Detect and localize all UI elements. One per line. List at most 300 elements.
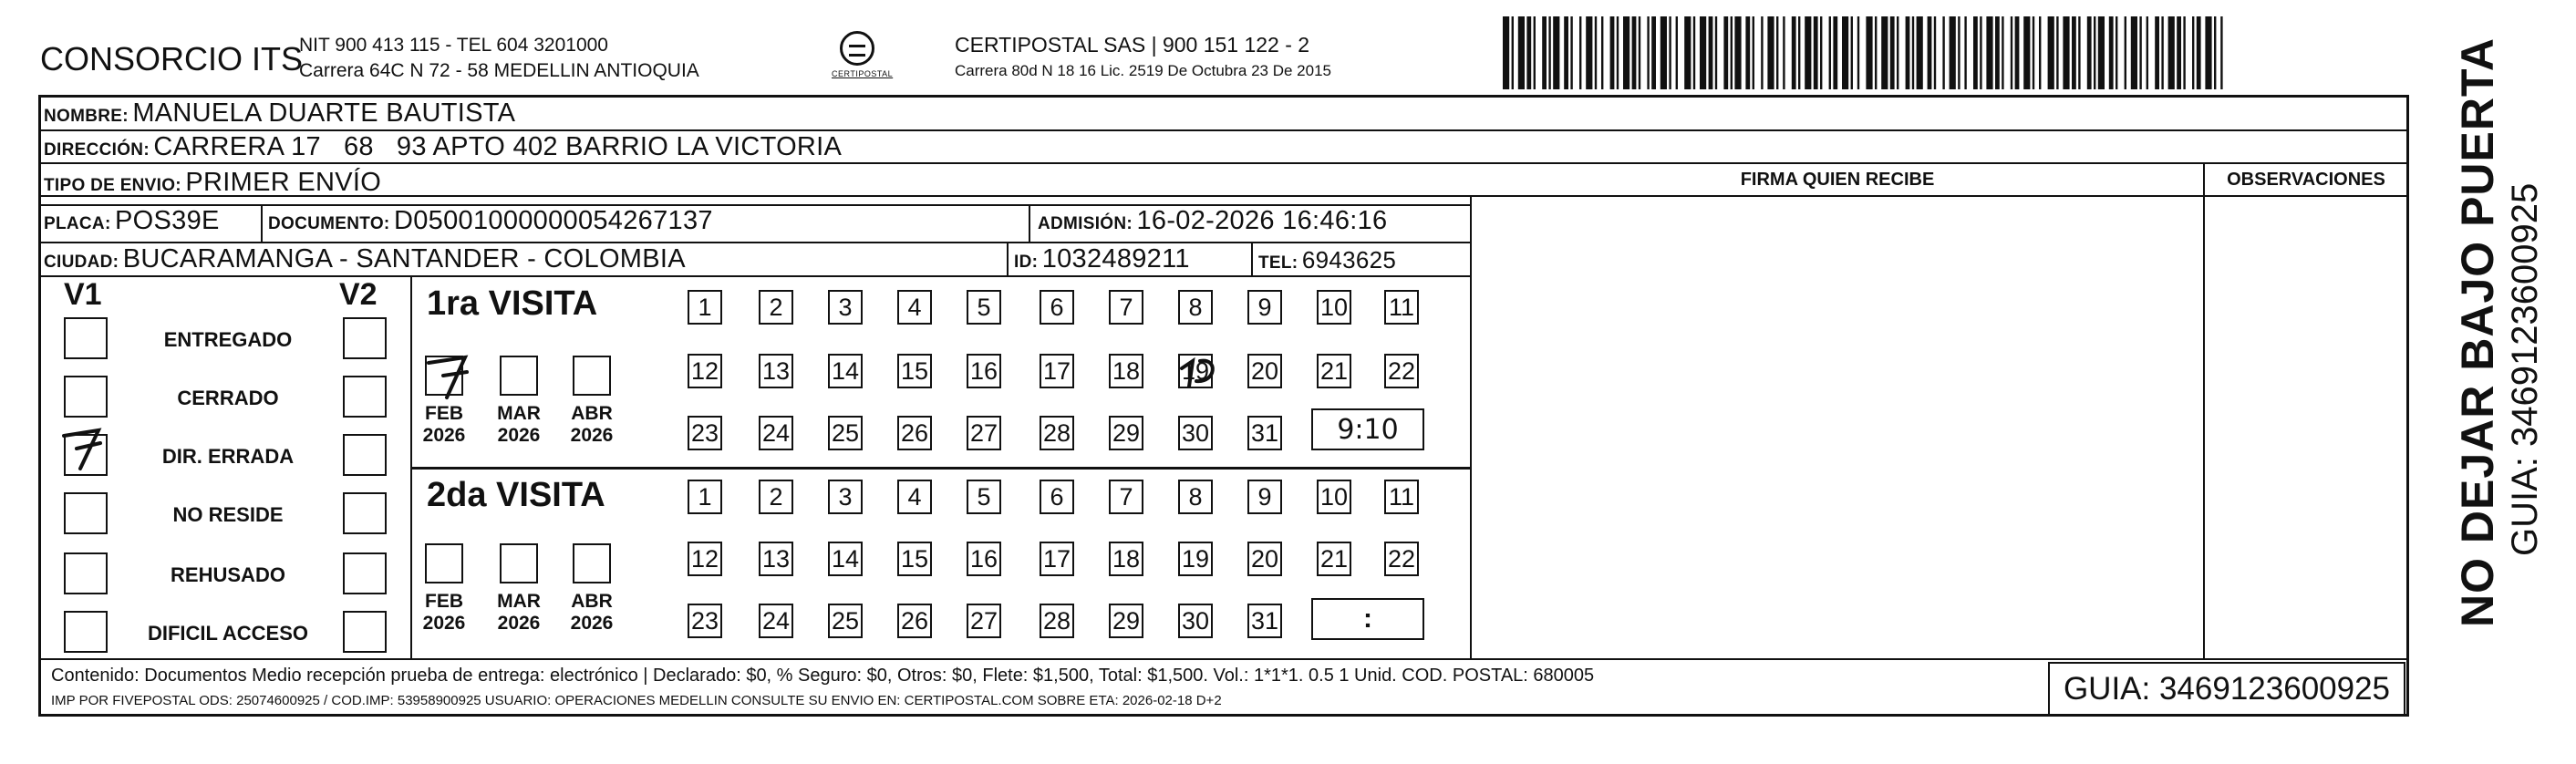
barcode-bar bbox=[1906, 16, 1910, 89]
visit2-day-box[interactable] bbox=[828, 604, 863, 638]
visit2-day-number: 31 bbox=[1250, 606, 1279, 635]
logo-text: CERTIPOSTAL bbox=[832, 69, 894, 78]
v2-checkbox[interactable] bbox=[343, 552, 387, 594]
visit1-day-number: 9 bbox=[1257, 293, 1272, 321]
barcode-bar bbox=[1617, 16, 1619, 89]
visit1-day-box[interactable] bbox=[1178, 354, 1213, 388]
visit1-day-box[interactable] bbox=[1384, 354, 1419, 388]
barcode-bar bbox=[1676, 16, 1678, 89]
visit2-day-box[interactable] bbox=[1178, 480, 1213, 514]
ciudad-label: CIUDAD: bbox=[44, 253, 119, 272]
visit2-day-number: 28 bbox=[1042, 606, 1071, 635]
visit2-day-box[interactable] bbox=[1317, 542, 1351, 576]
row-divider bbox=[38, 129, 2409, 131]
barcode-bar bbox=[1792, 16, 1796, 89]
visit1-day-box[interactable] bbox=[1247, 416, 1282, 450]
barcode-bar bbox=[2056, 16, 2058, 89]
visit1-year-label: 2026 bbox=[422, 425, 466, 446]
placa-value: POS39E bbox=[115, 206, 220, 235]
visit2-day-box[interactable] bbox=[967, 604, 1001, 638]
row-divider bbox=[38, 242, 1470, 243]
barcode-bar bbox=[2063, 16, 2069, 89]
barcode-bar bbox=[2177, 16, 2181, 89]
visit1-day-box[interactable] bbox=[1178, 416, 1213, 450]
visit1-day-box[interactable] bbox=[688, 290, 722, 325]
visit2-month-label: FEB bbox=[425, 591, 463, 612]
visit1-day-number: 13 bbox=[761, 356, 791, 385]
row-divider bbox=[38, 162, 2409, 164]
visit1-day-box[interactable] bbox=[828, 416, 863, 450]
visit1-day-number: 25 bbox=[831, 418, 860, 447]
visit2-day-number: 20 bbox=[1250, 544, 1279, 573]
visit1-day-box[interactable] bbox=[967, 416, 1001, 450]
visit1-day-number: 22 bbox=[1387, 356, 1416, 385]
barcode-bar bbox=[1958, 16, 1960, 89]
visit2-year-label: 2026 bbox=[497, 613, 541, 634]
barcode-bar bbox=[1897, 16, 1898, 89]
visit2-day-box[interactable] bbox=[1178, 604, 1213, 638]
barcode-bar bbox=[1564, 16, 1568, 89]
visit2-day-box[interactable] bbox=[1109, 542, 1143, 576]
visit2-day-number: 26 bbox=[900, 606, 929, 635]
visit2-day-box[interactable] bbox=[759, 604, 793, 638]
id-cell bbox=[1014, 244, 1190, 274]
visit1-day-box[interactable] bbox=[759, 354, 793, 388]
barcode-bar bbox=[2168, 16, 2175, 89]
visit1-day-box[interactable] bbox=[759, 290, 793, 325]
barcode-bar bbox=[1548, 16, 1550, 89]
barcode-bar bbox=[2015, 16, 2020, 89]
barcode-bar bbox=[1700, 16, 1706, 89]
v1-checkbox[interactable] bbox=[64, 317, 108, 359]
visit1-day-number: 29 bbox=[1112, 418, 1141, 447]
placa-cell bbox=[44, 206, 220, 236]
barcode-bar bbox=[1820, 16, 1822, 89]
visit2-month-checkbox[interactable] bbox=[573, 543, 611, 583]
status-label: NO RESIDE bbox=[172, 503, 284, 526]
visit2-day-box[interactable] bbox=[1109, 604, 1143, 638]
visit1-day-number: 4 bbox=[907, 293, 922, 321]
barcode-bar bbox=[1595, 16, 1597, 89]
visit1-day-box[interactable] bbox=[1109, 290, 1143, 325]
barcode-bar bbox=[2033, 16, 2034, 89]
cell-divider bbox=[1029, 204, 1030, 242]
barcode-bar bbox=[2131, 16, 2137, 89]
barcode-bar bbox=[1534, 16, 1536, 89]
barcode-bar bbox=[2183, 16, 2185, 89]
visit1-day-box[interactable] bbox=[1317, 354, 1351, 388]
v1-checkbox[interactable] bbox=[64, 611, 108, 653]
visit1-day-number: 19 bbox=[1181, 356, 1210, 385]
nombre-row bbox=[44, 98, 515, 129]
barcode-bar bbox=[2116, 16, 2117, 89]
visit1-day-number: 3 bbox=[838, 293, 853, 321]
visit2-day-box[interactable] bbox=[688, 604, 722, 638]
barcode-bar bbox=[1651, 16, 1656, 89]
visit2-day-number: 3 bbox=[838, 482, 853, 511]
visit1-day-box[interactable] bbox=[828, 354, 863, 388]
tel-label: TEL: bbox=[1258, 253, 1298, 273]
visit2-year-label: 2026 bbox=[570, 613, 614, 634]
barcode-bar bbox=[1851, 16, 1853, 89]
visit2-day-number: 5 bbox=[977, 482, 991, 511]
admision-label: ADMISIÓN: bbox=[1038, 214, 1133, 233]
visit2-day-box[interactable] bbox=[688, 542, 722, 576]
visit1-title: 1ra VISITA bbox=[427, 284, 598, 323]
documento-label: DOCUMENTO: bbox=[268, 214, 390, 233]
visit2-day-number: 13 bbox=[761, 544, 791, 573]
barcode-bar bbox=[1669, 16, 1671, 89]
barcode-bar bbox=[1512, 16, 1514, 89]
visit2-time: : bbox=[1363, 604, 1372, 634]
row-divider bbox=[38, 195, 2409, 197]
visit1-day-box[interactable] bbox=[1247, 354, 1282, 388]
barcode-bar bbox=[1980, 16, 1981, 89]
v1-checkbox[interactable] bbox=[64, 376, 108, 418]
visit1-day-number: 5 bbox=[977, 293, 991, 321]
visit1-month-label: FEB bbox=[425, 403, 463, 424]
visit2-day-number: 18 bbox=[1112, 544, 1141, 573]
ciudad-value: BUCARAMANGA - SANTANDER - COLOMBIA bbox=[122, 244, 686, 274]
barcode-bar bbox=[1776, 16, 1778, 89]
visit2-day-box[interactable] bbox=[1109, 480, 1143, 514]
side-guia: GUIA: 3469123600925 bbox=[2505, 182, 2545, 556]
admision-cell bbox=[1038, 206, 1387, 236]
col-divider bbox=[1470, 195, 1472, 658]
visit1-day-number: 28 bbox=[1042, 418, 1071, 447]
visit2-day-number: 1 bbox=[698, 482, 712, 511]
v1-checkbox[interactable] bbox=[64, 552, 108, 594]
col-divider bbox=[2203, 162, 2205, 658]
barcode-bar bbox=[1805, 16, 1811, 89]
barcode-bar bbox=[2039, 16, 2041, 89]
barcode-bar bbox=[2139, 16, 2141, 89]
barcode-bar bbox=[2214, 16, 2216, 89]
visit1-day-box[interactable] bbox=[828, 290, 863, 325]
barcode-bar bbox=[1995, 16, 2000, 89]
ciudad-cell bbox=[44, 244, 686, 274]
visit1-day-box[interactable] bbox=[1247, 290, 1282, 325]
barcode-bar bbox=[1942, 16, 1944, 89]
visit2-year-label: 2026 bbox=[422, 613, 466, 634]
admision-value: 16-02-2026 16:46:16 bbox=[1136, 206, 1388, 235]
barcode-bar bbox=[1964, 16, 1966, 89]
direccion-label: DIRECCIÓN: bbox=[44, 140, 150, 160]
visit1-day-box[interactable] bbox=[1040, 416, 1074, 450]
visit1-day-box[interactable] bbox=[1040, 354, 1074, 388]
tel-value: 6943625 bbox=[1301, 246, 1397, 274]
v2-checkbox[interactable] bbox=[343, 611, 387, 653]
visit2-day-number: 11 bbox=[1388, 482, 1415, 511]
visit2-day-box[interactable] bbox=[1247, 604, 1282, 638]
company-nit-tel: NIT 900 413 115 - TEL 604 3201000 bbox=[299, 35, 608, 56]
visit2-title: 2da VISITA bbox=[427, 476, 605, 514]
visit1-day-number: 1 bbox=[698, 293, 712, 321]
barcode-bar bbox=[2048, 16, 2054, 89]
barcode-bar bbox=[1709, 16, 1713, 89]
barcode-bar bbox=[2220, 16, 2222, 89]
visit2-day-box[interactable] bbox=[967, 480, 1001, 514]
documento-value: D05001000000054267137 bbox=[394, 206, 713, 235]
visit2-day-number: 6 bbox=[1050, 482, 1064, 511]
visit1-day-box[interactable] bbox=[967, 354, 1001, 388]
certipostal-name: CERTIPOSTAL SAS | 900 151 122 - 2 bbox=[955, 33, 1310, 57]
visit2-day-box[interactable] bbox=[1178, 542, 1213, 576]
v2-checkbox[interactable] bbox=[343, 492, 387, 534]
barcode-bar bbox=[1833, 16, 1837, 89]
status-label: CERRADO bbox=[177, 387, 279, 409]
visit1-day-number: 7 bbox=[1119, 293, 1133, 321]
visit2-day-box[interactable] bbox=[1040, 480, 1074, 514]
barcode-bar bbox=[1761, 16, 1763, 89]
visit1-month-label: MAR bbox=[497, 403, 541, 424]
visit2-month-label: MAR bbox=[497, 591, 541, 612]
visit2-month-checkbox[interactable] bbox=[425, 543, 463, 583]
barcode-bar bbox=[1829, 16, 1831, 89]
visit1-time: 9:10 bbox=[1337, 413, 1399, 446]
visit1-day-number: 17 bbox=[1042, 356, 1071, 385]
barcode-bar bbox=[1842, 16, 1848, 89]
visit2-day-number: 29 bbox=[1112, 606, 1141, 635]
barcode-bar bbox=[1986, 16, 1992, 89]
visit2-day-box[interactable] bbox=[1384, 480, 1419, 514]
barcode-bar bbox=[1639, 16, 1640, 89]
visit1-day-number: 6 bbox=[1050, 293, 1064, 321]
visit1-day-number: 8 bbox=[1188, 293, 1203, 321]
visit1-day-box[interactable] bbox=[967, 290, 1001, 325]
status-label: DIR. ERRADA bbox=[161, 445, 295, 468]
barcode-bar bbox=[2109, 16, 2114, 89]
visit2-day-number: 9 bbox=[1257, 482, 1272, 511]
barcode-bar bbox=[1660, 16, 1667, 89]
v2-label: V2 bbox=[339, 277, 378, 312]
visit2-day-box[interactable] bbox=[897, 480, 932, 514]
barcode-bar bbox=[1715, 16, 1717, 89]
visit2-day-box[interactable] bbox=[1040, 542, 1074, 576]
barcode-bar bbox=[1684, 16, 1691, 89]
visit1-day-number: 27 bbox=[969, 418, 998, 447]
status-label: REHUSADO bbox=[171, 563, 285, 586]
barcode-bar bbox=[2002, 16, 2003, 89]
visit2-day-box[interactable] bbox=[759, 480, 793, 514]
id-label: ID: bbox=[1014, 253, 1039, 272]
barcode-bar bbox=[1526, 16, 1531, 89]
no-dejar-notice: NO DEJAR BAJO PUERTA bbox=[2452, 37, 2503, 627]
barcode-bar bbox=[1857, 16, 1859, 89]
visit2-day-number: 14 bbox=[831, 544, 860, 573]
v2-checkbox[interactable] bbox=[343, 376, 387, 418]
barcode-bar bbox=[1734, 16, 1741, 89]
barcode-bar bbox=[1632, 16, 1637, 89]
visit2-day-number: 17 bbox=[1042, 544, 1071, 573]
barcode-bar bbox=[1542, 16, 1547, 89]
visit2-day-number: 24 bbox=[761, 606, 791, 635]
v1-checkbox[interactable] bbox=[64, 434, 108, 476]
barcode-bar bbox=[1623, 16, 1629, 89]
visit1-day-box[interactable] bbox=[897, 416, 932, 450]
barcode-bar bbox=[2192, 16, 2194, 89]
barcode-bar bbox=[2125, 16, 2126, 89]
visit1-day-number: 2 bbox=[769, 293, 783, 321]
visit1-day-box[interactable] bbox=[1109, 416, 1143, 450]
barcode-bar bbox=[1866, 16, 1872, 89]
visit1-month-checkbox[interactable] bbox=[573, 356, 611, 396]
visit1-day-number: 20 bbox=[1250, 356, 1279, 385]
barcode-bar bbox=[2023, 16, 2030, 89]
visit2-day-box[interactable] bbox=[897, 604, 932, 638]
barcode-bar bbox=[1881, 16, 1888, 89]
col-divider bbox=[2407, 162, 2409, 658]
visit1-day-box[interactable] bbox=[688, 354, 722, 388]
visit1-day-box[interactable] bbox=[688, 416, 722, 450]
visit1-month-checkbox[interactable] bbox=[500, 356, 538, 396]
company-address: Carrera 64C N 72 - 58 MEDELLIN ANTIOQUIA bbox=[299, 60, 699, 81]
visit2-day-box[interactable] bbox=[1040, 604, 1074, 638]
barcode-bar bbox=[2094, 16, 2095, 89]
visit2-day-box[interactable] bbox=[1247, 542, 1282, 576]
visit2-day-box[interactable] bbox=[1247, 480, 1282, 514]
visit2-day-box[interactable] bbox=[828, 542, 863, 576]
visit1-day-number: 21 bbox=[1319, 356, 1349, 385]
company-name: CONSORCIO ITS bbox=[40, 40, 304, 77]
visit1-day-box[interactable] bbox=[1384, 290, 1419, 325]
barcode-bar bbox=[2147, 16, 2148, 89]
visit2-day-box[interactable] bbox=[897, 542, 932, 576]
footer-contenido: Contenido: Documentos Medio recepción prueba de entrega: electrónico | Declarado: $0, % Seguro: $0, Otros: $0, Flete: $1,500, Total: $1,500. Vol.: 1*1*1. 0.5 1 Unid. COD. POSTAL: 680005 bbox=[51, 666, 1595, 686]
v2-checkbox[interactable] bbox=[343, 434, 387, 476]
tel-cell bbox=[1258, 246, 1396, 274]
barcode-bar bbox=[2087, 16, 2092, 89]
visit2-day-box[interactable] bbox=[759, 542, 793, 576]
visit1-day-box[interactable] bbox=[1040, 290, 1074, 325]
barcode-bar bbox=[1723, 16, 1728, 89]
barcode-bar bbox=[2011, 16, 2012, 89]
visit2-day-number: 4 bbox=[907, 482, 922, 511]
barcode-bar bbox=[1579, 16, 1581, 89]
barcode-bar bbox=[1890, 16, 1895, 89]
barcode-bar bbox=[1875, 16, 1877, 89]
v1-label: V1 bbox=[64, 277, 102, 312]
visit2-day-number: 19 bbox=[1181, 544, 1210, 573]
visit2-day-box[interactable] bbox=[967, 542, 1001, 576]
cell-divider bbox=[1251, 242, 1253, 275]
barcode-bar bbox=[1973, 16, 1978, 89]
barcode-bar bbox=[1767, 16, 1774, 89]
visit1-day-number: 10 bbox=[1319, 293, 1349, 321]
v1-checkbox[interactable] bbox=[64, 492, 108, 534]
observaciones-header: OBSERVACIONES bbox=[2227, 170, 2385, 190]
barcode-bar bbox=[1928, 16, 1932, 89]
documento-cell bbox=[268, 206, 713, 236]
barcode-bar bbox=[2078, 16, 2080, 89]
visit2-day-number: 7 bbox=[1119, 482, 1133, 511]
visit2-month-checkbox[interactable] bbox=[500, 543, 538, 583]
barcode-bar bbox=[1917, 16, 1923, 89]
barcode-bar bbox=[1745, 16, 1750, 89]
visit1-time-box[interactable] bbox=[1311, 408, 1424, 450]
visit2-day-number: 10 bbox=[1319, 482, 1349, 511]
visit1-day-number: 24 bbox=[761, 418, 791, 447]
barcode-bar bbox=[1601, 16, 1603, 89]
barcode-bar bbox=[1798, 16, 1800, 89]
visit1-month-checkbox[interactable] bbox=[425, 356, 463, 396]
visit1-day-box[interactable] bbox=[897, 354, 932, 388]
visit2-day-number: 16 bbox=[969, 544, 998, 573]
visit2-day-number: 15 bbox=[900, 544, 929, 573]
barcode-bar bbox=[2161, 16, 2163, 89]
barcode-bar bbox=[1518, 16, 1525, 89]
visit2-day-box[interactable] bbox=[1384, 542, 1419, 576]
tipo-label: TIPO DE ENVIO: bbox=[44, 176, 181, 195]
footer-divider bbox=[38, 658, 2409, 660]
direccion-row bbox=[44, 132, 842, 162]
visit1-day-box[interactable] bbox=[1178, 290, 1213, 325]
barcode-bar bbox=[1731, 16, 1733, 89]
placa-label: PLACA: bbox=[44, 214, 111, 233]
status-label: ENTREGADO bbox=[163, 328, 293, 351]
barcode-bar bbox=[1693, 16, 1695, 89]
visit2-day-box[interactable] bbox=[688, 480, 722, 514]
visit2-day-number: 22 bbox=[1387, 544, 1416, 573]
cell-divider bbox=[1007, 242, 1009, 275]
visit1-day-box[interactable] bbox=[1109, 354, 1143, 388]
tipo-row bbox=[44, 168, 381, 198]
visit2-day-number: 27 bbox=[969, 606, 998, 635]
firma-header: FIRMA QUIEN RECIBE bbox=[1740, 170, 1935, 190]
barcode-bar bbox=[2205, 16, 2211, 89]
visit1-day-number: 30 bbox=[1181, 418, 1210, 447]
barcode-bar bbox=[1610, 16, 1615, 89]
nombre-label: NOMBRE: bbox=[44, 107, 129, 126]
nombre-value: MANUELA DUARTE BAUTISTA bbox=[132, 98, 516, 128]
barcode-bar bbox=[1586, 16, 1592, 89]
visit2-time-box[interactable] bbox=[1311, 598, 1424, 640]
barcode-bar bbox=[1753, 16, 1754, 89]
visit2-day-number: 23 bbox=[690, 606, 719, 635]
visit2-day-box[interactable] bbox=[1317, 480, 1351, 514]
barcode-bar bbox=[2155, 16, 2159, 89]
footer-imp: IMP POR FIVEPOSTAL ODS: 25074600925 / COD.IMP: 53958900925 USUARIO: OPERACIONES MEDELLIN CONSULTE SU ENVIO EN: CERTIPOSTAL.COM SOBRE ETA: 2026-02-18 D+2 bbox=[51, 693, 1222, 708]
barcode-bar bbox=[1647, 16, 1649, 89]
visit1-day-box[interactable] bbox=[759, 416, 793, 450]
visit2-day-number: 30 bbox=[1181, 606, 1210, 635]
visit1-year-label: 2026 bbox=[570, 425, 614, 446]
visit1-day-number: 26 bbox=[900, 418, 929, 447]
visit1-day-number: 23 bbox=[690, 418, 719, 447]
id-value: 1032489211 bbox=[1041, 244, 1190, 274]
barcode-bar bbox=[2098, 16, 2105, 89]
direccion-value: CARRERA 17 68 93 APTO 402 BARRIO LA VICTORIA bbox=[153, 132, 843, 161]
v2-checkbox[interactable] bbox=[343, 317, 387, 359]
visit1-day-number: 12 bbox=[690, 356, 719, 385]
visit1-day-box[interactable] bbox=[897, 290, 932, 325]
barcode-bar bbox=[1934, 16, 1936, 89]
row-divider bbox=[38, 275, 1470, 277]
barcode-bar bbox=[1783, 16, 1785, 89]
visit2-day-box[interactable] bbox=[828, 480, 863, 514]
visit1-day-number: 16 bbox=[969, 356, 998, 385]
barcode-bar bbox=[1570, 16, 1572, 89]
cell-divider bbox=[261, 204, 263, 242]
visit1-day-number: 11 bbox=[1388, 293, 1415, 321]
certipostal-logo bbox=[832, 31, 894, 89]
tipo-value: PRIMER ENVÍO bbox=[185, 168, 382, 197]
footer-guia: GUIA: 3469123600925 bbox=[2063, 671, 2391, 707]
visit1-day-box[interactable] bbox=[1317, 290, 1351, 325]
barcode-bar bbox=[1912, 16, 1914, 89]
visit2-day-number: 25 bbox=[831, 606, 860, 635]
certipostal-address: Carrera 80d N 18 16 Lic. 2519 De Octubra 23 De 2015 bbox=[955, 62, 1331, 79]
